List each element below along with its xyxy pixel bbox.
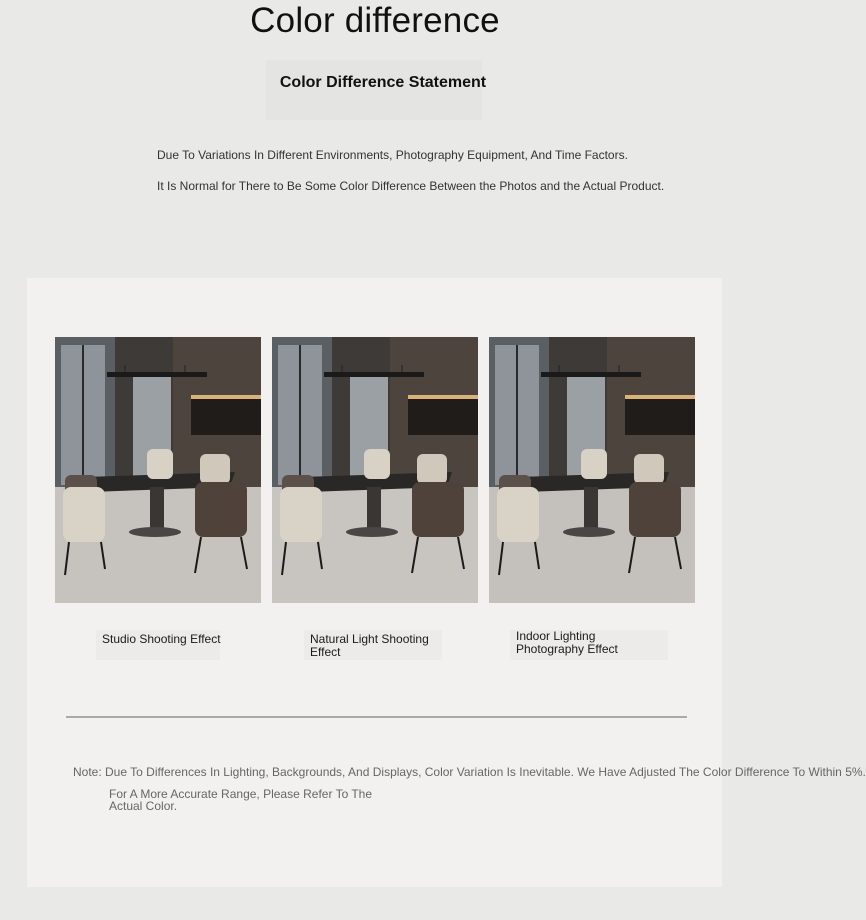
photo-caption-indoor-lighting: Indoor Lighting Photography Effect xyxy=(516,629,618,656)
page-title: Color difference xyxy=(250,1,500,40)
dining-room-illustration xyxy=(489,337,695,603)
dining-room-photo-natural xyxy=(272,337,478,603)
note-text-line-1: Note: Due To Differences In Lighting, Backgrounds, And Displays, Color Variation Is Inevitable. We Have Adjusted The Color Difference To Within 5%. xyxy=(73,765,866,779)
statement-line-1: Due To Variations In Different Environments, Photography Equipment, And Time Factors. xyxy=(157,148,628,162)
section-subtitle: Color Difference Statement xyxy=(279,74,487,91)
dining-room-photo-indoor xyxy=(489,337,695,603)
photo-caption-natural-light: Natural Light Shooting Effect xyxy=(310,632,429,659)
dining-room-photo-studio xyxy=(55,337,261,603)
dining-room-illustration xyxy=(55,337,261,603)
dining-room-illustration xyxy=(272,337,478,603)
section-divider xyxy=(66,716,687,718)
photo-caption-studio: Studio Shooting Effect xyxy=(102,632,221,646)
note-text-line-2: For A More Accurate Range, Please Refer To The Actual Color. xyxy=(109,787,373,813)
statement-line-2: It Is Normal for There to Be Some Color Difference Between the Photos and the Actual Product. xyxy=(157,179,665,193)
